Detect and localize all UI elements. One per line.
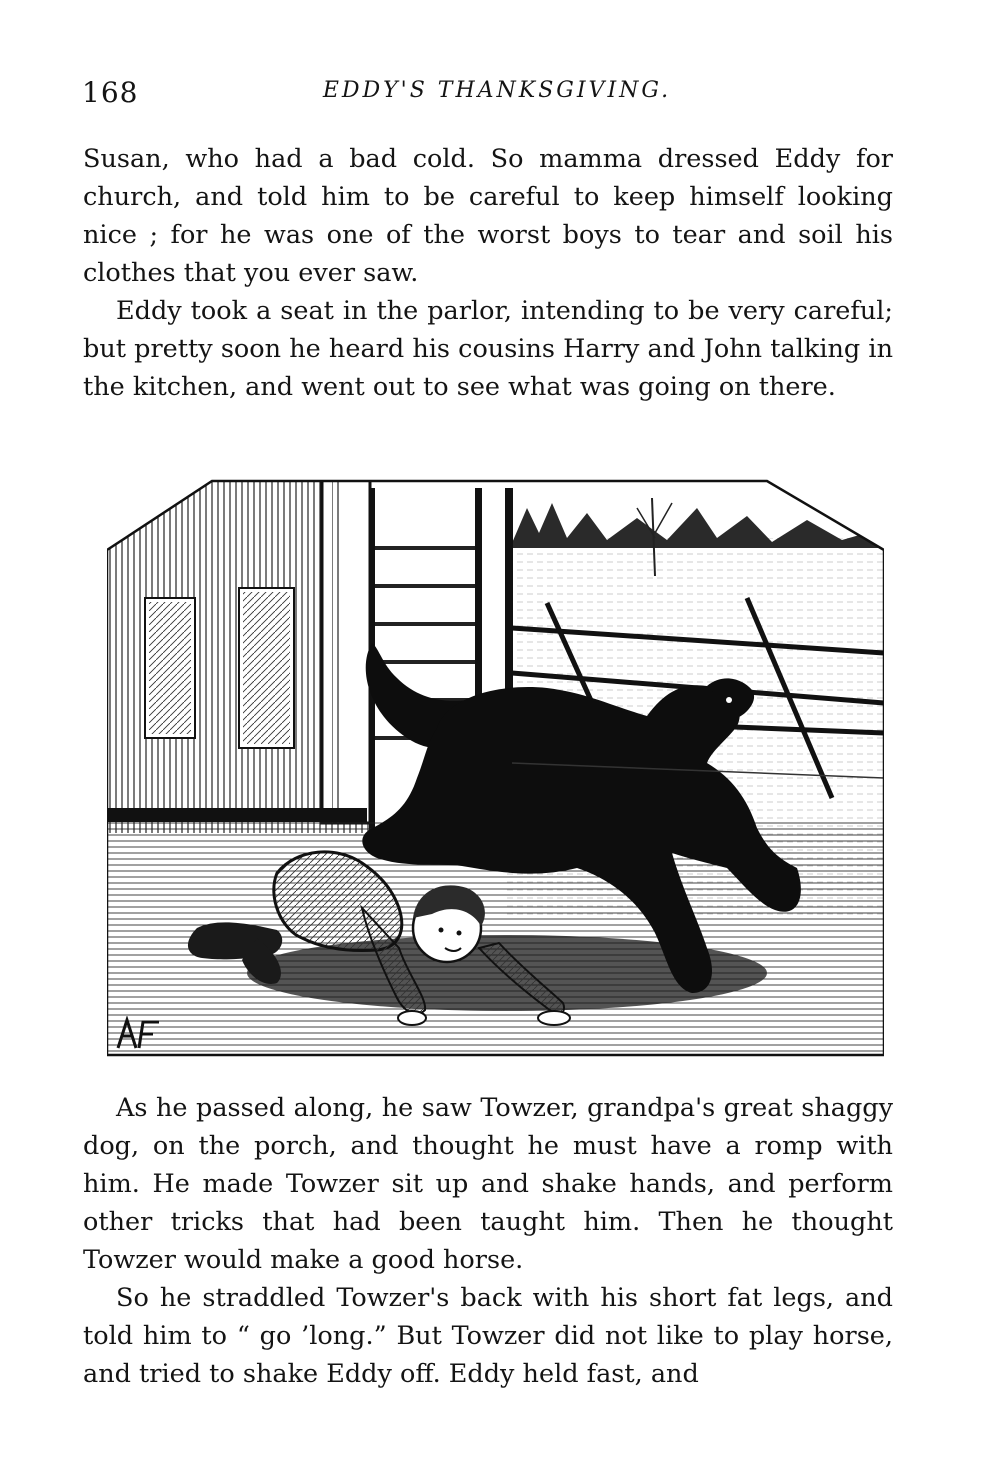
paragraph: Susan, who had a bad cold. So mamma dressed Eddy for church, and told him to be careful to keep himself looking nice ; for he was one of the worst boys to tear and soil his clothes that you ever saw. [83, 144, 893, 288]
body-text-top [83, 140, 893, 406]
running-title: EDDY'S THANKSGIVING. [322, 78, 672, 103]
paragraph: Eddy took a seat in the parlor, intending to be very careful; but pretty soon he heard his cousins Harry and John talking in the kitchen, and went out to see what was going on there. [83, 296, 893, 402]
paragraph: As he passed along, he saw Towzer, grandpa's great shaggy dog, on the porch, and thought he must have a romp with him. He made Towzer sit up and shake hands, and perform other tricks that had been taught him. Then he thought Towzer would make a good horse. [83, 1093, 893, 1275]
running-head [82, 76, 892, 110]
illustration-eddy-and-dog [107, 478, 884, 1058]
page-number: 168 [82, 76, 139, 109]
engraving-illustration [107, 478, 884, 1058]
body-text-bottom [83, 1089, 893, 1393]
engraver-monogram-signature [115, 1016, 161, 1050]
paragraph: So he straddled Towzer's back with his short fat legs, and told him to “ go ’long.” But Towzer did not like to play horse, and tried to shake Eddy off. Eddy held fast, and [83, 1283, 893, 1389]
